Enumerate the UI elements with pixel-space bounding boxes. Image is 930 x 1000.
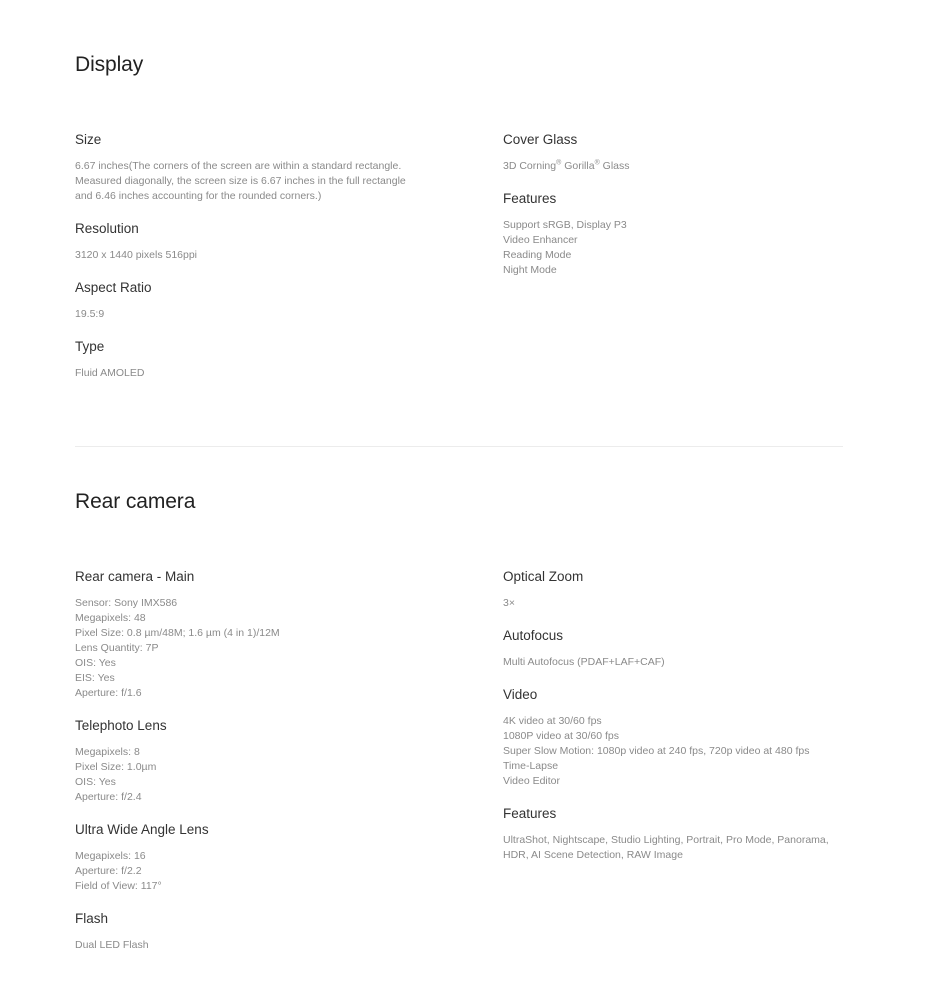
spec-label: Cover Glass bbox=[503, 132, 578, 147]
spec-value bbox=[75, 596, 415, 701]
spec-label: Telephoto Lens bbox=[75, 718, 167, 733]
section-title-rear-camera: Rear camera bbox=[75, 490, 196, 513]
spec-aspect-ratio bbox=[75, 279, 415, 322]
spec-line: 3× bbox=[503, 597, 515, 609]
spec-line: Pixel Size: 1.0µm bbox=[75, 761, 157, 773]
section-divider bbox=[75, 446, 843, 447]
cover-glass-brand: 3D Corning bbox=[503, 160, 557, 172]
spec-label: Rear camera - Main bbox=[75, 569, 195, 584]
spec-line: Reading Mode bbox=[503, 249, 572, 261]
spec-label: Flash bbox=[75, 911, 109, 926]
spec-autofocus bbox=[503, 627, 843, 670]
spec-value bbox=[75, 366, 415, 381]
spec-resolution bbox=[75, 220, 415, 263]
spec-line: 6.67 inches(The corners of the screen are within a standard rectangle. bbox=[75, 160, 402, 172]
spec-ultra-wide bbox=[75, 821, 415, 894]
spec-line: Megapixels: 16 bbox=[75, 850, 146, 862]
spec-value bbox=[503, 596, 843, 611]
spec-label: Autofocus bbox=[503, 628, 564, 643]
spec-optical-zoom bbox=[503, 568, 843, 611]
spec-line: UltraShot, Nightscape, Studio Lighting, Portrait, Pro Mode, Panorama, bbox=[503, 834, 829, 846]
spec-line: Aperture: f/2.2 bbox=[75, 865, 142, 877]
spec-line: Video Enhancer bbox=[503, 234, 578, 246]
spec-cover-glass bbox=[503, 131, 843, 174]
display-section bbox=[75, 53, 843, 379]
spec-line: OIS: Yes bbox=[75, 657, 116, 669]
spec-line: OIS: Yes bbox=[75, 776, 116, 788]
spec-line: Lens Quantity: 7P bbox=[75, 642, 159, 654]
spec-rear-main bbox=[75, 568, 415, 701]
spec-label: Video bbox=[503, 687, 538, 702]
spec-value bbox=[503, 714, 843, 789]
spec-label: Features bbox=[503, 191, 557, 206]
rear-camera-left-column bbox=[75, 568, 415, 969]
spec-line: Aperture: f/1.6 bbox=[75, 687, 142, 699]
spec-line: Multi Autofocus (PDAF+LAF+CAF) bbox=[503, 656, 665, 668]
spec-line: 19.5:9 bbox=[75, 308, 105, 320]
spec-camera-features bbox=[503, 805, 843, 863]
spec-line: Dual LED Flash bbox=[75, 939, 149, 951]
spec-value bbox=[75, 849, 415, 894]
spec-display-features bbox=[503, 190, 843, 278]
spec-line: Field of View: 117° bbox=[75, 880, 162, 892]
spec-flash bbox=[75, 910, 415, 953]
spec-value bbox=[503, 218, 843, 278]
spec-label: Ultra Wide Angle Lens bbox=[75, 822, 209, 837]
spec-label: Aspect Ratio bbox=[75, 280, 152, 295]
spec-line: Night Mode bbox=[503, 264, 557, 276]
spec-line: Aperture: f/2.4 bbox=[75, 791, 142, 803]
spec-value bbox=[75, 938, 415, 953]
spec-value bbox=[75, 248, 415, 263]
spec-line: 4K video at 30/60 fps bbox=[503, 715, 602, 727]
spec-line: Sensor: Sony IMX586 bbox=[75, 597, 178, 609]
spec-line: 1080P video at 30/60 fps bbox=[503, 730, 619, 742]
display-right-column bbox=[503, 131, 843, 294]
display-left-column bbox=[75, 131, 415, 397]
spec-line: and 6.46 inches accounting for the rounded corners.) bbox=[75, 190, 322, 202]
spec-label: Type bbox=[75, 339, 105, 354]
spec-size bbox=[75, 131, 415, 204]
spec-line: Megapixels: 8 bbox=[75, 746, 140, 758]
spec-line: Pixel Size: 0.8 µm/48M; 1.6 µm (4 in 1)/12M bbox=[75, 627, 280, 639]
spec-value bbox=[75, 745, 415, 805]
spec-label: Resolution bbox=[75, 221, 139, 236]
spec-label: Optical Zoom bbox=[503, 569, 584, 584]
spec-value bbox=[75, 307, 415, 322]
spec-line: Video Editor bbox=[503, 775, 561, 787]
spec-type bbox=[75, 338, 415, 381]
spec-line: Fluid AMOLED bbox=[75, 367, 145, 379]
cover-glass-product: Gorilla bbox=[561, 160, 595, 172]
spec-value bbox=[503, 159, 843, 174]
spec-line: EIS: Yes bbox=[75, 672, 115, 684]
registered-mark: ® bbox=[556, 159, 562, 167]
spec-value bbox=[503, 655, 843, 670]
spec-value bbox=[75, 159, 415, 204]
registered-mark: ® bbox=[594, 159, 600, 167]
spec-line: 3120 x 1440 pixels 516ppi bbox=[75, 249, 198, 261]
spec-line: Time-Lapse bbox=[503, 760, 559, 772]
spec-label: Features bbox=[503, 806, 557, 821]
spec-line: Super Slow Motion: 1080p video at 240 fps, 720p video at 480 fps bbox=[503, 745, 810, 757]
spec-line: Support sRGB, Display P3 bbox=[503, 219, 627, 231]
spec-value bbox=[503, 833, 843, 863]
cover-glass-suffix: Glass bbox=[599, 160, 630, 172]
section-title-display: Display bbox=[75, 53, 144, 76]
rear-camera-right-column bbox=[503, 568, 843, 879]
spec-line bbox=[503, 159, 843, 174]
rear-camera-section bbox=[75, 490, 843, 951]
spec-line: HDR, AI Scene Detection, RAW Image bbox=[503, 849, 683, 861]
spec-line: Measured diagonally, the screen size is 6.67 inches in the full rectangle bbox=[75, 175, 406, 187]
spec-label: Size bbox=[75, 132, 102, 147]
spec-line: Megapixels: 48 bbox=[75, 612, 146, 624]
spec-video bbox=[503, 686, 843, 789]
spec-telephoto bbox=[75, 717, 415, 805]
